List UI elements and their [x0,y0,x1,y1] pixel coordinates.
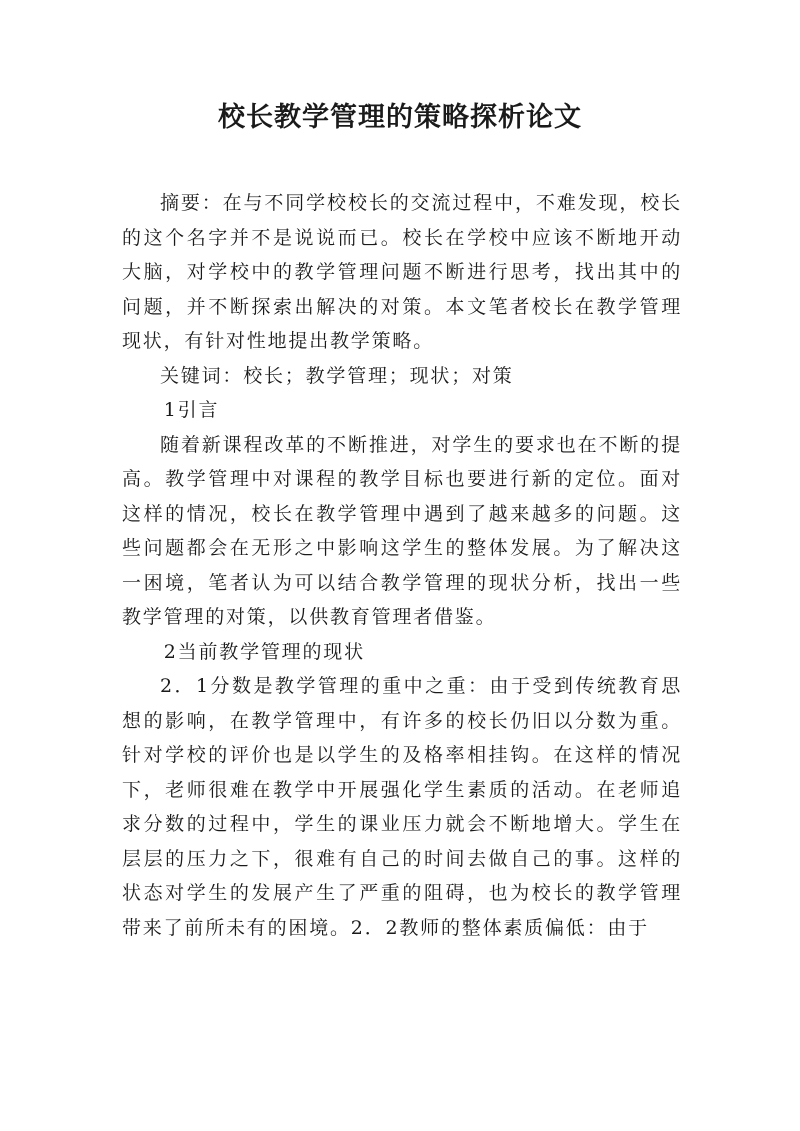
introduction-paragraph: 随着新课程改革的不断推进，对学生的要求也在不断的提高。教学管理中对课程的教学目标也要进行新的定位。面对这样的情况，校长在教学管理中遇到了越来越多的问题。这些问题都会在无形之中影响这学生的整体发展。为了解决这一困境，笔者认为可以结合教学管理的现状分析，找出一些教学管理的对策，以供教育管理者借鉴。 [122,433,682,628]
abstract-paragraph: 摘要：在与不同学校校长的交流过程中，不难发现，校长的这个名字并不是说说而已。校长在学校中应该不断地开动大脑，对学校中的教学管理问题不断进行思考，找出其中的问题，并不断探索出解决的对策。本文笔者校长在教学管理现状，有针对性地提出教学策略。 [122,192,682,352]
current-status-paragraph: 2．1分数是教学管理的重中之重：由于受到传统教育思想的影响，在教学管理中，有许多的校长仍旧以分数为重。针对学校的评价也是以学生的及格率相挂钩。在这样的情况下，老师很难在教学中开展强化学生素质的活动。在老师追求分数的过程中，学生的课业压力就会不断地增大。学生在层层的压力之下，很难有自己的时间去做自己的事。这样的状态对学生的发展产生了严重的阻碍，也为校长的教学管理带来了前所未有的困境。2．2教师的整体素质偏低：由于 [122,675,682,939]
section-heading-introduction: 1引言 [163,399,220,421]
keywords-paragraph: 关键词：校长；教学管理；现状；对策 [160,364,514,387]
document-body [122,186,682,945]
document-title: 校长教学管理的策略探析论文 [218,102,582,133]
section-heading-current-status: 2当前教学管理的现状 [163,640,365,663]
